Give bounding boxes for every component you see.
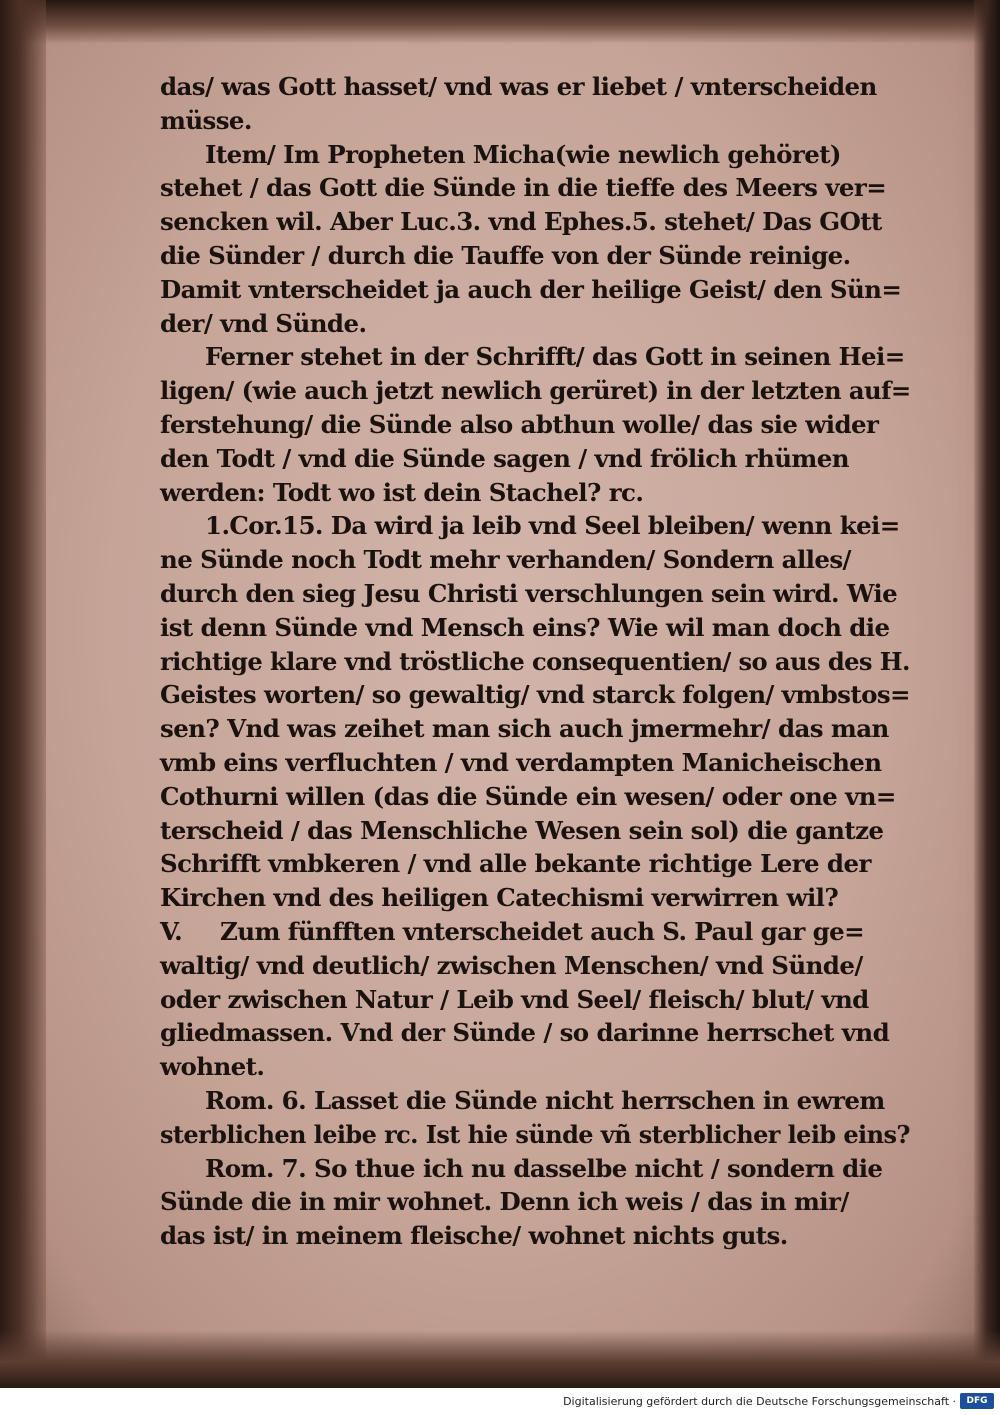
text-line: Sünde die in mir wohnet. Denn ich weis / das in mir/: [160, 1187, 849, 1217]
section-marker: V.: [160, 916, 183, 946]
text-line: müsse.: [160, 105, 252, 135]
page-edge-shadow-left: [0, 0, 46, 1388]
text-line: wohnet.: [160, 1052, 265, 1082]
text-line: den Todt / vnd die Sünde sagen / vnd frölich rhümen: [160, 443, 849, 473]
text-line: Ferner stehet in der Schrifft/ das Gott in seinen Hei=: [205, 342, 905, 372]
body-text: [160, 70, 910, 1253]
text-line: gliedmassen. Vnd der Sünde / so darinne herrschet vnd: [160, 1018, 890, 1048]
text-line-content: Zum fünfften vnterscheidet auch S. Paul gar ge=: [220, 916, 865, 946]
text-line: 1.Cor.15. Da wird ja leib vnd Seel bleiben/ wenn kei=: [205, 511, 900, 541]
page-edge-shadow-bottom: [0, 1330, 1000, 1388]
text-line: Item/ Im Propheten Micha(wie newlich gehöret): [205, 139, 841, 169]
text-line: sterblichen leibe rc. Ist hie sünde vñ sterblicher leib eins?: [160, 1119, 910, 1149]
text-line: Rom. 7. So thue ich nu dasselbe nicht / sondern die: [205, 1153, 883, 1183]
text-line: Cothurni willen (das die Sünde ein wesen/ oder one vn=: [160, 781, 896, 811]
footer-credit: Digitalisierung gefördert durch die Deutsche Forschungsgemeinschaft ·: [563, 1395, 956, 1408]
text-line: Kirchen vnd des heiligen Catechismi verwirren wil?: [160, 883, 839, 913]
text-line: sencken wil. Aber Luc.3. vnd Ephes.5. stehet/ Das GOtt: [160, 207, 882, 237]
text-line: das ist/ in meinem fleische/ wohnet nichts guts.: [160, 1221, 788, 1251]
dfg-logo-icon: DFG: [960, 1393, 994, 1409]
text-line: oder zwischen Natur / Leib vnd Seel/ fleisch/ blut/ vnd: [160, 984, 869, 1014]
footer-bar: [0, 1388, 1000, 1415]
text-line: terscheid / das Menschliche Wesen sein sol) die gantze: [160, 815, 884, 845]
text-line: die Sünder / durch die Tauffe von der Sünde reinige.: [160, 240, 851, 270]
text-line: werden: Todt wo ist dein Stachel? rc.: [160, 477, 644, 507]
text-line: sen? Vnd was zeihet man sich auch jmermehr/ das man: [160, 714, 889, 744]
page-edge-shadow-top: [0, 0, 1000, 44]
text-line: [160, 915, 910, 949]
text-line: vmb eins verfluchten / vnd verdampten Manicheischen: [160, 747, 882, 777]
text-line: durch den sieg Jesu Christi verschlungen sein wird. Wie: [160, 578, 898, 608]
text-line: Rom. 6. Lasset die Sünde nicht herrschen in ewrem: [205, 1085, 885, 1115]
text-line: Damit vnterscheidet ja auch der heilige Geist/ den Sün=: [160, 274, 902, 304]
text-line: ne Sünde noch Todt mehr verhanden/ Sondern alles/: [160, 545, 851, 575]
text-line: waltig/ vnd deutlich/ zwischen Menschen/ vnd Sünde/: [160, 950, 863, 980]
text-line: Schrifft vmbkeren / vnd alle bekante richtige Lere der: [160, 849, 871, 879]
text-line: stehet / das Gott die Sünde in die tieffe des Meers ver=: [160, 173, 887, 203]
text-line: das/ was Gott hasset/ vnd was er liebet / vnterscheiden: [160, 72, 877, 101]
text-line: Geistes worten/ so gewaltig/ vnd starck folgen/ vmbstos=: [160, 680, 910, 710]
text-line: ferstehung/ die Sünde also abthun wolle/ das sie wider: [160, 409, 879, 439]
text-line: ligen/ (wie auch jetzt newlich gerüret) in der letzten auf=: [160, 376, 911, 406]
text-line: ist denn Sünde vnd Mensch eins? Wie wil man doch die: [160, 612, 890, 642]
text-line: richtige klare vnd tröstliche consequentien/ so aus des H.: [160, 646, 910, 676]
page-edge-shadow-right: [974, 0, 1000, 1388]
text-line: der/ vnd Sünde.: [160, 308, 367, 338]
